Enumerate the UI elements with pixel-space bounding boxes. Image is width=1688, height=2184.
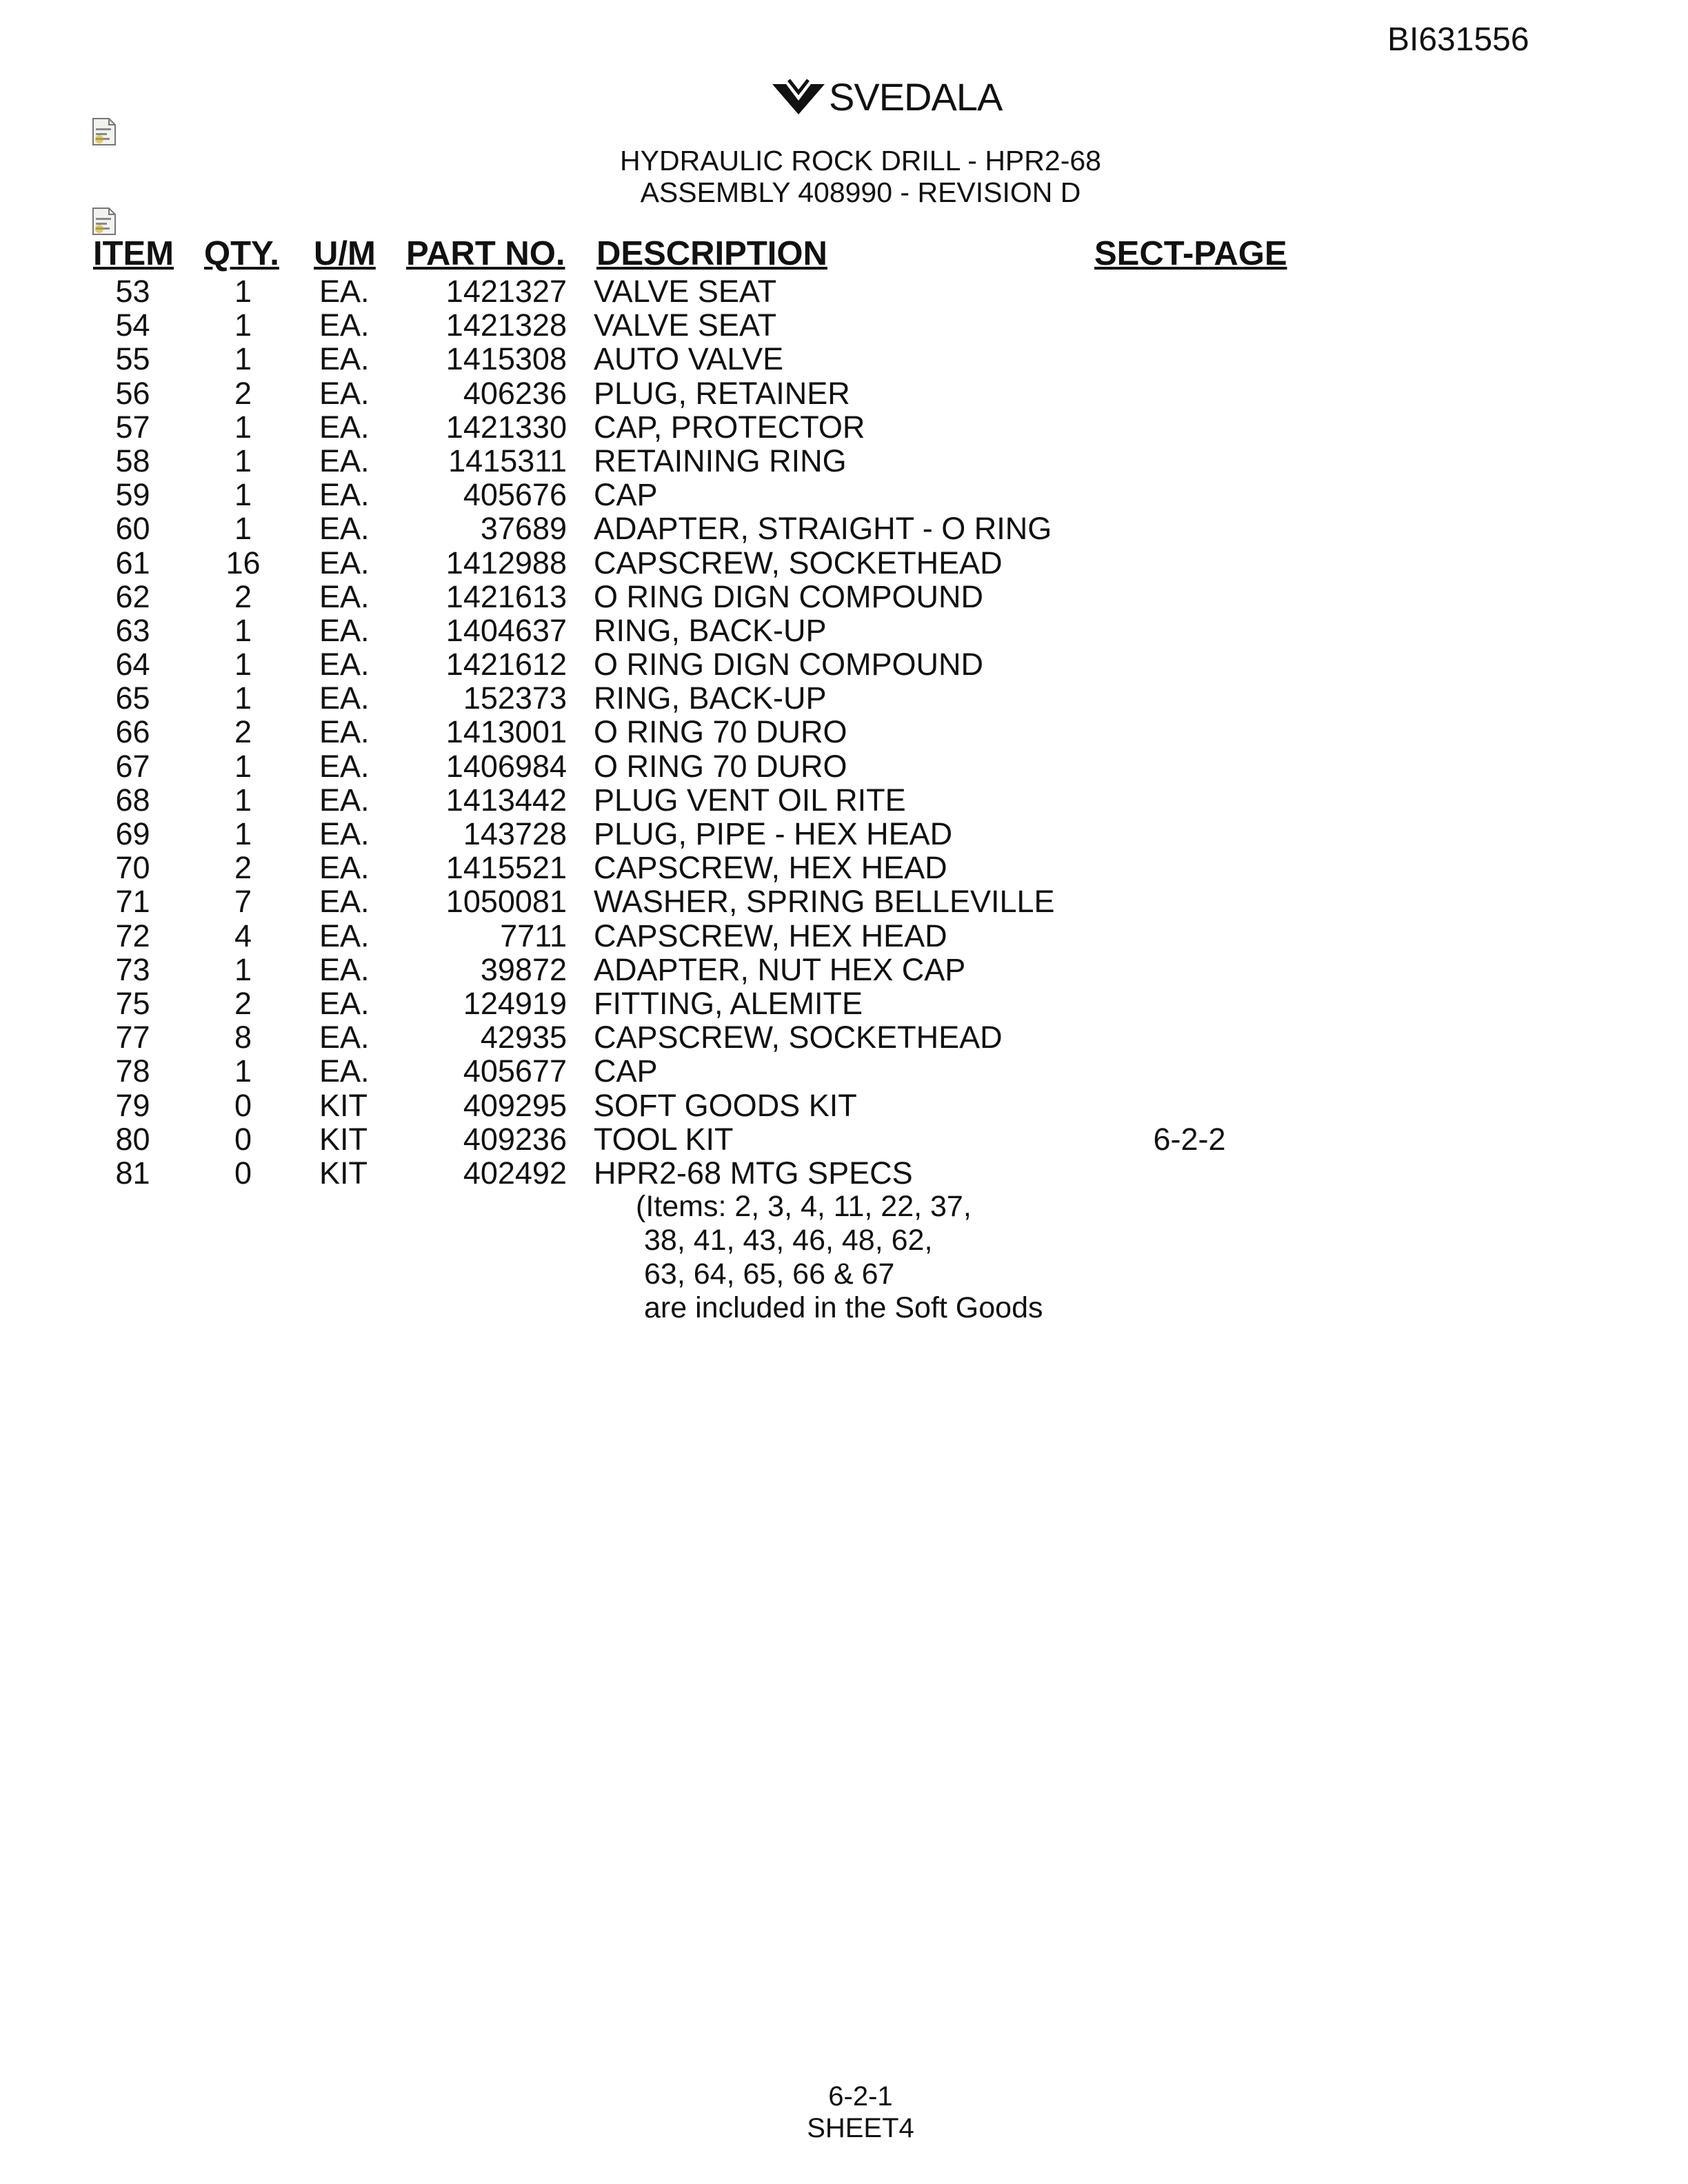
unit-of-measure: EA.	[319, 1053, 370, 1089]
page-footer	[0, 2081, 1688, 2144]
item-number: 65	[115, 680, 150, 716]
item-number: 81	[115, 1155, 150, 1191]
document-attachment-icon[interactable]	[91, 207, 117, 236]
quantity: 0	[234, 1155, 252, 1191]
item-number: 62	[115, 578, 150, 614]
quantity: 1	[234, 951, 252, 987]
svedala-chevron-logo-icon	[771, 77, 826, 116]
description: AUTO VALVE	[594, 341, 784, 377]
document-title	[0, 145, 1688, 208]
part-number: 406236	[463, 375, 567, 411]
unit-of-measure: KIT	[319, 1121, 368, 1157]
part-number: 124919	[463, 985, 567, 1021]
description: ADAPTER, NUT HEX CAP	[594, 951, 966, 987]
title-line-1: HYDRAULIC ROCK DRILL - HPR2-68	[620, 145, 1101, 176]
quantity: 0	[234, 1121, 252, 1157]
unit-of-measure: EA.	[319, 578, 370, 614]
item-number: 60	[115, 511, 150, 547]
unit-of-measure: EA.	[319, 714, 370, 750]
item-number: 68	[115, 782, 150, 818]
description: HPR2-68 MTG SPECS	[594, 1155, 913, 1191]
part-number: 39872	[480, 951, 567, 987]
unit-of-measure: EA.	[319, 680, 370, 716]
title-line-2: ASSEMBLY 408990 - REVISION D	[640, 176, 1081, 208]
item-number: 55	[115, 341, 150, 377]
sect-page: 6-2-2	[1153, 1121, 1226, 1157]
description: CAPSCREW, SOCKETHEAD	[594, 545, 1003, 580]
part-number: 1413001	[445, 714, 567, 750]
item-number: 69	[115, 816, 150, 851]
quantity: 1	[234, 782, 252, 818]
item-number: 54	[115, 307, 150, 343]
quantity: 1	[234, 511, 252, 547]
quantity: 4	[234, 918, 252, 953]
quantity: 1	[234, 307, 252, 343]
item-number: 78	[115, 1053, 150, 1089]
part-number: 7711	[500, 918, 567, 953]
description: RING, BACK-UP	[594, 612, 827, 648]
unit-of-measure: EA.	[319, 850, 370, 886]
description: CAP	[594, 1053, 658, 1089]
unit-of-measure: EA.	[319, 341, 370, 377]
item-number: 58	[115, 443, 150, 478]
description: CAPSCREW, HEX HEAD	[594, 850, 947, 886]
quantity: 8	[234, 1020, 252, 1055]
quantity: 1	[234, 341, 252, 377]
note-line: are included in the Soft Goods	[644, 1291, 1043, 1324]
quantity: 2	[234, 850, 252, 886]
item-number: 64	[115, 647, 150, 682]
item-number: 71	[115, 884, 150, 920]
description: PLUG, RETAINER	[594, 375, 850, 411]
quantity: 2	[234, 578, 252, 614]
description: RING, BACK-UP	[594, 680, 827, 716]
item-number: 57	[115, 409, 150, 445]
part-number: 143728	[463, 816, 567, 851]
item-number: 61	[115, 545, 150, 580]
unit-of-measure: EA.	[319, 409, 370, 445]
quantity: 1	[234, 748, 252, 784]
quantity: 2	[234, 985, 252, 1021]
part-number: 1415521	[445, 850, 567, 886]
header-sect-page: SECT-PAGE	[1094, 235, 1287, 272]
item-number: 59	[115, 477, 150, 513]
description: VALVE SEAT	[594, 307, 777, 343]
header-um: U/M	[314, 235, 376, 272]
unit-of-measure: EA.	[319, 884, 370, 920]
part-number: 1406984	[445, 748, 567, 784]
description: TOOL KIT	[594, 1121, 734, 1157]
part-number: 1050081	[445, 884, 567, 920]
unit-of-measure: KIT	[319, 1155, 368, 1191]
brand-name: SVEDALA	[829, 74, 1003, 119]
header-item: ITEM	[93, 235, 174, 272]
quantity: 1	[234, 1053, 252, 1089]
part-number: 1421612	[445, 647, 567, 682]
soft-goods-note	[636, 1190, 1043, 1325]
unit-of-measure: EA.	[319, 375, 370, 411]
note-line: 63, 64, 65, 66 & 67	[644, 1257, 895, 1291]
part-number: 1421327	[445, 274, 567, 309]
quantity: 16	[225, 545, 261, 580]
part-number: 405677	[463, 1053, 567, 1089]
description: CAP, PROTECTOR	[594, 409, 865, 445]
item-number: 77	[115, 1020, 150, 1055]
unit-of-measure: EA.	[319, 748, 370, 784]
part-number: 1412988	[445, 545, 567, 580]
unit-of-measure: EA.	[319, 511, 370, 547]
document-id: BI631556	[1387, 21, 1529, 58]
unit-of-measure: EA.	[319, 782, 370, 818]
part-number: 152373	[463, 680, 567, 716]
item-number: 72	[115, 918, 150, 953]
item-number: 67	[115, 748, 150, 784]
description: O RING 70 DURO	[594, 748, 847, 784]
description: O RING 70 DURO	[594, 714, 847, 750]
item-number: 80	[115, 1121, 150, 1157]
item-number: 73	[115, 951, 150, 987]
quantity: 2	[234, 375, 252, 411]
quantity: 1	[234, 612, 252, 648]
description: PLUG, PIPE - HEX HEAD	[594, 816, 953, 851]
part-number: 1404637	[445, 612, 567, 648]
unit-of-measure: EA.	[319, 1020, 370, 1055]
description: VALVE SEAT	[594, 274, 777, 309]
quantity: 1	[234, 274, 252, 309]
part-number: 1415311	[448, 443, 567, 478]
part-number: 37689	[480, 511, 567, 547]
unit-of-measure: EA.	[319, 816, 370, 851]
quantity: 1	[234, 680, 252, 716]
quantity: 1	[234, 443, 252, 478]
unit-of-measure: KIT	[319, 1087, 368, 1123]
unit-of-measure: EA.	[319, 307, 370, 343]
item-number: 70	[115, 850, 150, 886]
part-number: 1415308	[445, 341, 567, 377]
svedala-logo	[771, 74, 1002, 119]
header-part-no: PART NO.	[406, 235, 565, 272]
item-number: 66	[115, 714, 150, 750]
quantity: 1	[234, 477, 252, 513]
quantity: 7	[234, 884, 252, 920]
item-number: 63	[115, 612, 150, 648]
description: O RING DIGN COMPOUND	[594, 578, 984, 614]
unit-of-measure: EA.	[319, 545, 370, 580]
description: O RING DIGN COMPOUND	[594, 647, 984, 682]
item-number: 79	[115, 1087, 150, 1123]
part-number: 409236	[463, 1121, 567, 1157]
unit-of-measure: EA.	[319, 951, 370, 987]
item-number: 75	[115, 985, 150, 1021]
part-number: 402492	[463, 1155, 567, 1191]
quantity: 1	[234, 816, 252, 851]
description: SOFT GOODS KIT	[594, 1087, 857, 1123]
unit-of-measure: EA.	[319, 985, 370, 1021]
unit-of-measure: EA.	[319, 918, 370, 953]
description: PLUG VENT OIL RITE	[594, 782, 906, 818]
description: ADAPTER, STRAIGHT - O RING	[594, 511, 1052, 547]
description: WASHER, SPRING BELLEVILLE	[594, 884, 1055, 920]
part-number: 1413442	[445, 782, 567, 818]
unit-of-measure: EA.	[319, 477, 370, 513]
item-number: 56	[115, 375, 150, 411]
part-number: 42935	[480, 1020, 567, 1055]
header-qty: QTY.	[204, 235, 279, 272]
unit-of-measure: EA.	[319, 274, 370, 309]
quantity: 0	[234, 1087, 252, 1123]
document-attachment-icon[interactable]	[91, 117, 117, 146]
quantity: 1	[234, 647, 252, 682]
page-number: 6-2-1	[828, 2081, 893, 2112]
unit-of-measure: EA.	[319, 612, 370, 648]
note-line: (Items: 2, 3, 4, 11, 22, 37,	[636, 1190, 972, 1223]
description: RETAINING RING	[594, 443, 847, 478]
description: CAPSCREW, HEX HEAD	[594, 918, 947, 953]
part-number: 1421328	[445, 307, 567, 343]
part-number: 1421613	[445, 578, 567, 614]
header-description: DESCRIPTION	[596, 235, 827, 272]
description: CAP	[594, 477, 658, 513]
description: FITTING, ALEMITE	[594, 985, 863, 1021]
description: CAPSCREW, SOCKETHEAD	[594, 1020, 1003, 1055]
unit-of-measure: EA.	[319, 443, 370, 478]
part-number: 405676	[463, 477, 567, 513]
note-line: 38, 41, 43, 46, 48, 62,	[644, 1224, 933, 1257]
item-number: 53	[115, 274, 150, 309]
sheet-label: SHEET4	[807, 2113, 914, 2143]
part-number: 409295	[463, 1087, 567, 1123]
quantity: 2	[234, 714, 252, 750]
quantity: 1	[234, 409, 252, 445]
part-number: 1421330	[445, 409, 567, 445]
unit-of-measure: EA.	[319, 647, 370, 682]
